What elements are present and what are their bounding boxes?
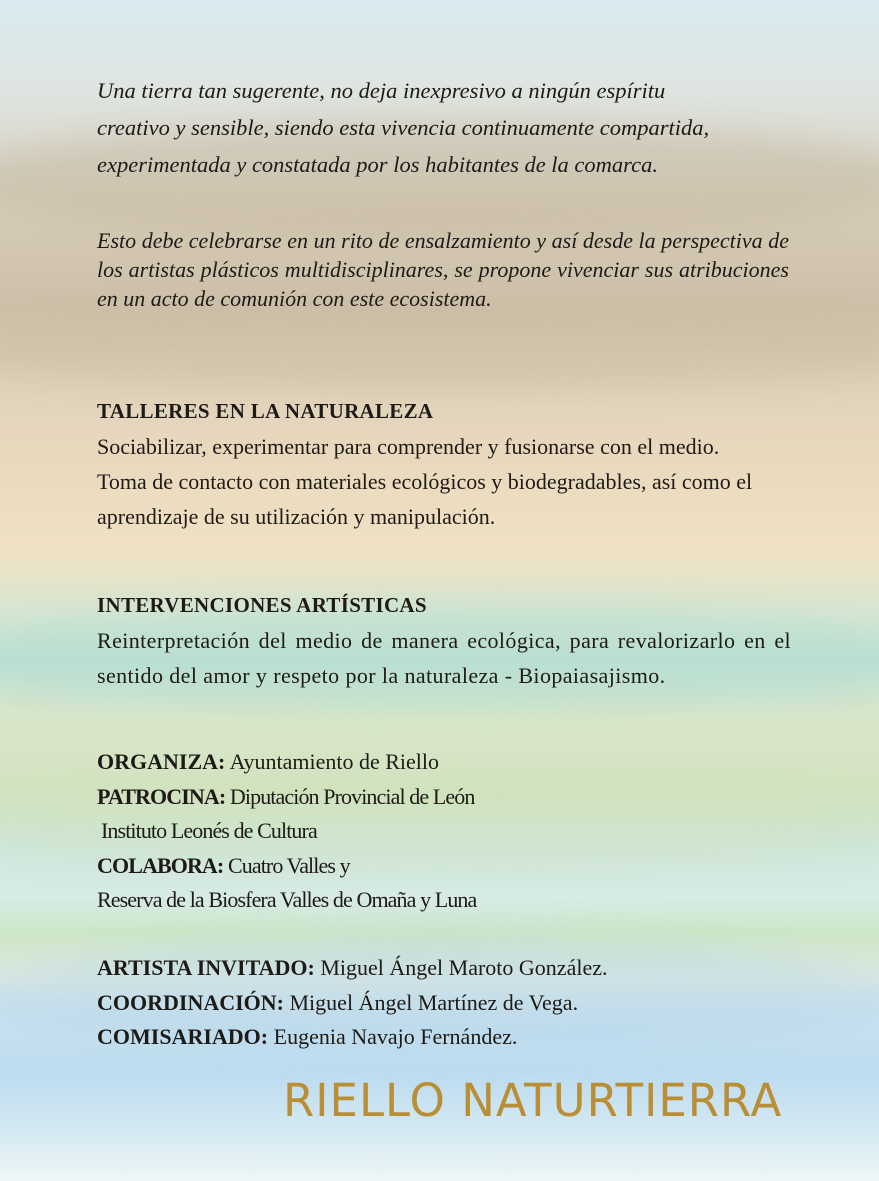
artista-value: Miguel Ángel Maroto González. [320, 955, 608, 980]
intro-line: Una tierra tan sugerente, no deja inexpresivo a ningún espíritu [97, 78, 666, 103]
colabora-line [97, 849, 791, 884]
talleres-heading: TALLERES EN LA NATURALEZA [97, 399, 434, 423]
intervenciones-section [97, 588, 791, 693]
artista-line [97, 951, 791, 986]
mist-band [0, 300, 879, 390]
colabora-label: COLABORA: [97, 852, 224, 878]
talleres-section [97, 394, 791, 534]
intro-line: experimentada y constatada por los habitantes de la comarca. [97, 152, 658, 177]
talleres-text-1: Sociabilizar, experimentar para comprender y fusionarse con el medio. [97, 434, 720, 459]
colabora-value-2: Reserva de la Biosfera Valles de Omaña y Luna [97, 887, 477, 912]
intervenciones-heading: INTERVENCIONES ARTÍSTICAS [97, 593, 427, 617]
organiza-label: ORGANIZA: [97, 749, 226, 774]
credits-block [97, 951, 791, 1055]
comisariado-value: Eugenia Navajo Fernández. [273, 1024, 518, 1049]
comisariado-line [97, 1020, 791, 1055]
intro-line: creativo y sensible, siendo esta vivencia continuamente compartida, [97, 115, 710, 140]
main-content [97, 72, 791, 1049]
patrocina-value: Diputación Provincial de León [229, 783, 475, 809]
artista-label: ARTISTA INVITADO: [97, 955, 315, 980]
coordinacion-line [97, 986, 791, 1021]
coordinacion-value: Miguel Ángel Martínez de Vega. [289, 989, 579, 1015]
patrocina-label: PATROCINA: [97, 783, 226, 809]
colabora-value: Cuatro Valles y [227, 852, 350, 878]
intro-paragraph-1 [97, 72, 791, 183]
organiza-line [97, 745, 791, 780]
patrocina-value-2: Instituto Leonés de Cultura [101, 818, 317, 843]
intro-paragraph-2: Esto debe celebrarse en un rito de ensalzamiento y así desde la perspectiva de los artistas plásticos multidisciplinares, se propone vivenciar sus atribuciones en un acto de comunión con este ecosistema. [97, 228, 789, 311]
patrocina-line [97, 780, 791, 815]
intervenciones-text: Reinterpretación del medio de manera ecológica, para revalorizarlo en el sentido del amor y respeto por la naturaleza - Biopaiasajismo. [97, 628, 791, 688]
brand-title: RIELLO NATURTIERRA [283, 1074, 783, 1127]
coordinacion-label: COORDINACIÓN: [97, 989, 284, 1015]
talleres-text-2: Toma de contacto con materiales ecológicos y biodegradables, así como el aprendizaje de su utilización y manipulación. [97, 469, 753, 529]
organiza-value: Ayuntamiento de Riello [229, 749, 440, 774]
organizers-block [97, 745, 791, 918]
comisariado-label: COMISARIADO: [97, 1024, 269, 1049]
